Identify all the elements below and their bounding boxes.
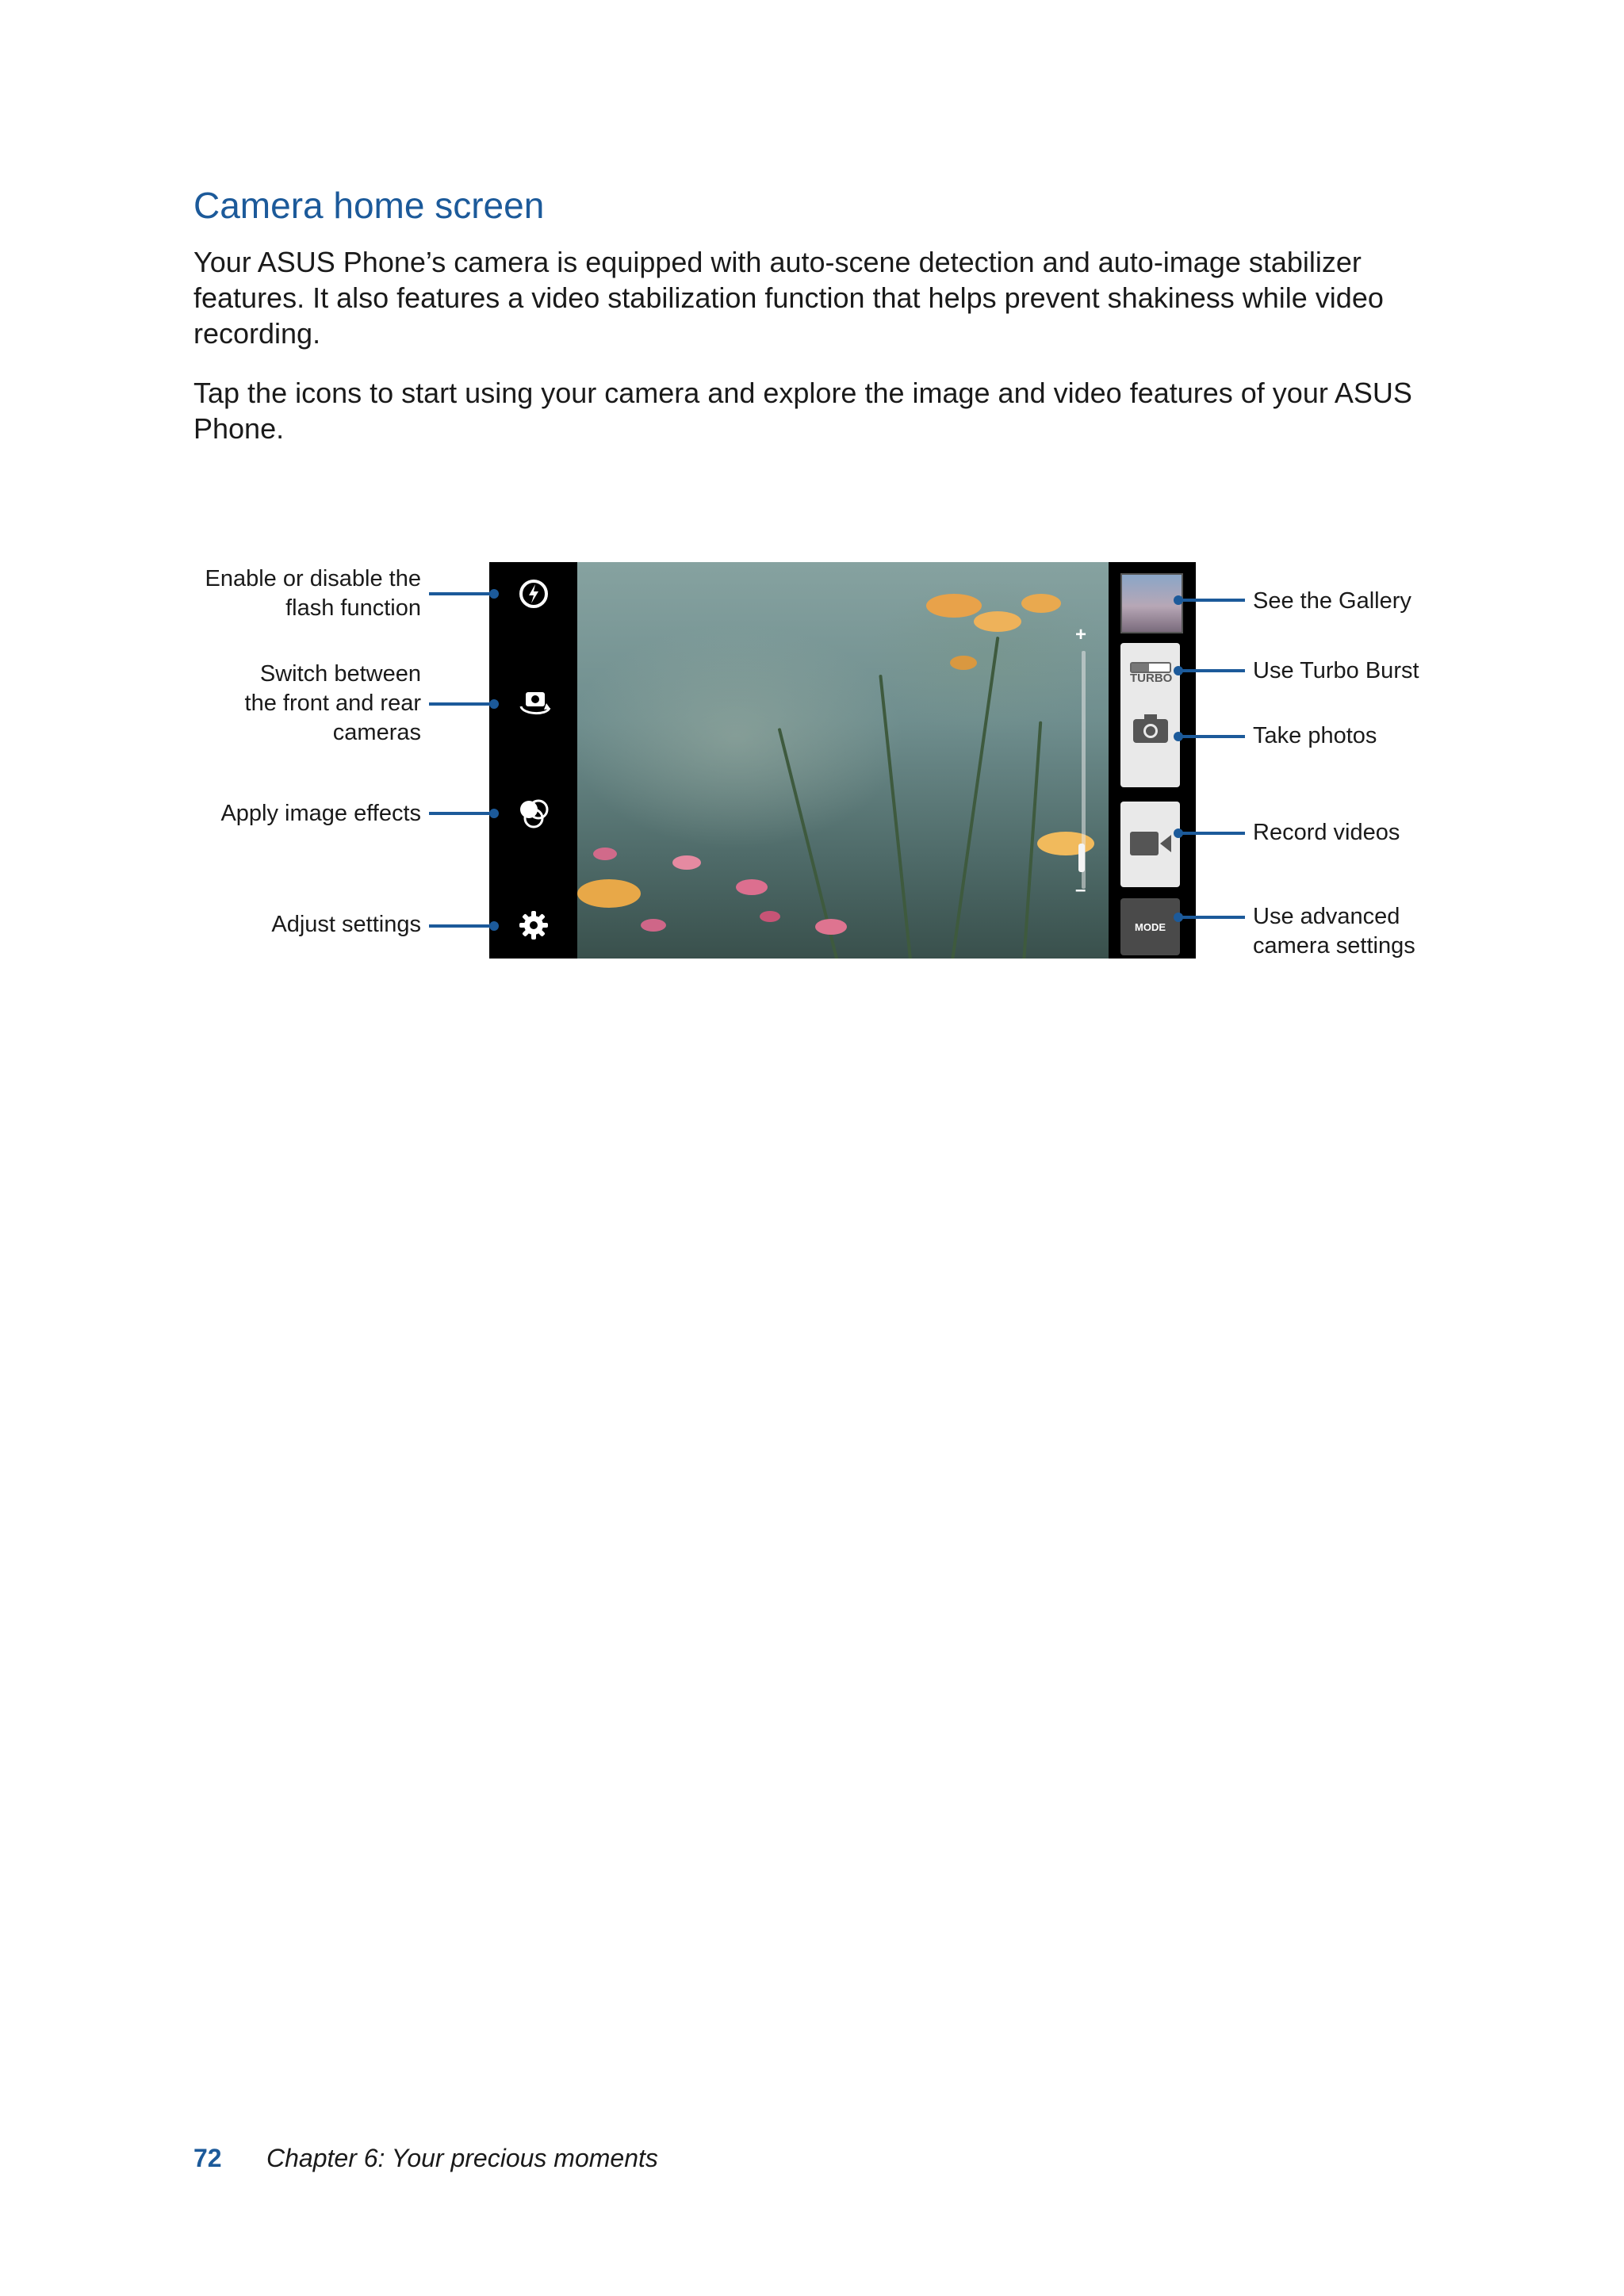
- callout-dot-effects: [489, 809, 499, 818]
- camera-home-screen: [489, 562, 1196, 959]
- viewfinder-image: [577, 562, 1109, 959]
- video-icon: [1130, 830, 1171, 861]
- callout-line-photo: [1178, 735, 1245, 738]
- zoom-minus: –: [1075, 879, 1086, 901]
- section-title: Camera home screen: [193, 185, 545, 226]
- turbo-label: TURBO: [1130, 672, 1173, 685]
- zoom-plus: +: [1075, 624, 1087, 645]
- callout-line-settings: [429, 924, 494, 928]
- gallery-thumbnail[interactable]: [1120, 573, 1183, 633]
- page-number: 72: [193, 2144, 222, 2172]
- callout-line-flash: [429, 592, 494, 595]
- video-panel[interactable]: [1120, 802, 1180, 887]
- chapter-title: Chapter 6: Your precious moments: [266, 2144, 658, 2172]
- switch-camera-icon[interactable]: [518, 687, 550, 719]
- flash-icon[interactable]: [518, 578, 550, 610]
- callout-turbo: Use Turbo Burst: [1253, 658, 1419, 683]
- callout-line-gallery: [1178, 599, 1245, 602]
- left-toolbar: [489, 562, 577, 959]
- right-toolbar: [1109, 562, 1196, 959]
- gear-icon[interactable]: [518, 909, 550, 941]
- callout-effects: Apply image effects: [220, 801, 421, 826]
- callout-photo: Take photos: [1253, 723, 1377, 748]
- callout-line-mode: [1178, 916, 1245, 919]
- callout-flash: Enable or disable the flash function: [205, 566, 421, 621]
- callout-switch-camera: Switch between the front and rear cameras: [244, 661, 421, 745]
- callout-dot-flash: [489, 589, 499, 599]
- camera-icon[interactable]: [1132, 713, 1170, 744]
- callout-line-switch: [429, 702, 494, 706]
- instruction-paragraph: Tap the icons to start using your camera and explore the image and video features of your ASUS Phone.: [193, 377, 1412, 445]
- callout-line-video: [1178, 832, 1245, 835]
- callout-video: Record videos: [1253, 820, 1400, 845]
- callout-line-turbo: [1178, 669, 1245, 672]
- intro-paragraph: Your ASUS Phone’s camera is equipped with auto-scene detection and auto-image stabilizer features. It also features a video stabilization function that helps prevent shakiness while video recording.: [193, 246, 1384, 350]
- callout-mode: Use advanced camera settings: [1253, 904, 1415, 959]
- callout-gallery: See the Gallery: [1253, 588, 1411, 614]
- callout-dot-switch: [489, 699, 499, 709]
- capture-panel: [1120, 643, 1180, 787]
- callout-dot-settings: [489, 921, 499, 931]
- zoom-slider-knob[interactable]: [1078, 844, 1085, 872]
- effects-icon[interactable]: [518, 797, 550, 828]
- callout-line-effects: [429, 812, 494, 815]
- callout-settings: Adjust settings: [271, 912, 421, 937]
- mode-button[interactable]: MODE: [1120, 898, 1180, 955]
